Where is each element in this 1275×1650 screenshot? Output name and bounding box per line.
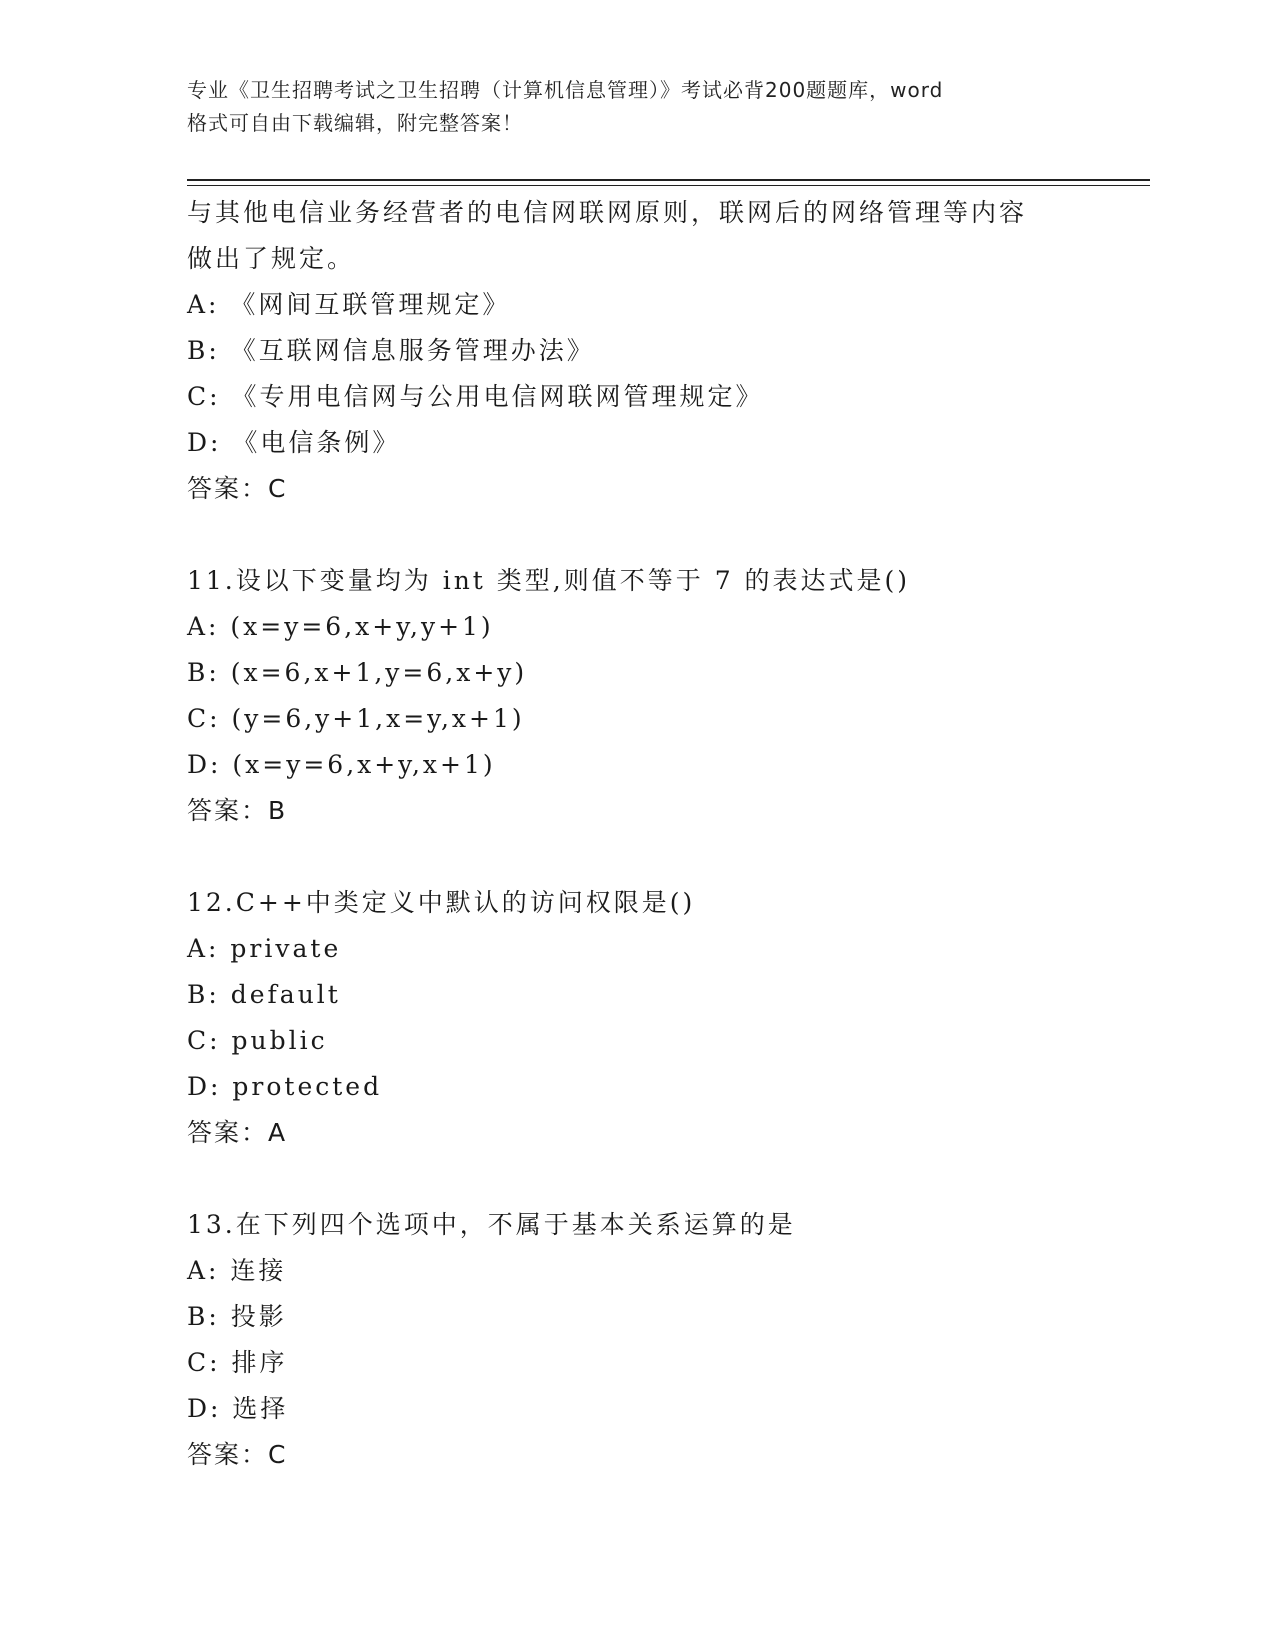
option-d: D: 《电信条例》 xyxy=(187,428,401,457)
question-stem: 12.C++中类定义中默认的访问权限是() xyxy=(187,888,696,917)
option-c: C: 排序 xyxy=(187,1348,288,1377)
option-b: B: default xyxy=(187,980,341,1009)
spacer xyxy=(187,1156,1147,1202)
answer-line: 答案：C xyxy=(187,1440,288,1469)
spacer xyxy=(187,512,1147,558)
option-a: A: 《网间互联管理规定》 xyxy=(187,290,511,319)
option-d: D: protected xyxy=(187,1072,383,1101)
answer-line: 答案：C xyxy=(187,474,288,503)
answer-line: 答案：B xyxy=(187,796,288,825)
header-line-1: 专业《卫生招聘考试之卫生招聘（计算机信息管理）》考试必背200题题库，word xyxy=(187,78,944,102)
option-b: B: (x=6,x+1,y=6,x+y) xyxy=(187,658,528,687)
question-stem: 13.在下列四个选项中，不属于基本关系运算的是 xyxy=(187,1210,796,1239)
question-stem-continued: 与其他电信业务经营者的电信网联网原则，联网后的网络管理等内容 xyxy=(187,198,1028,227)
option-c: C: (y=6,y+1,x=y,x+1) xyxy=(187,704,525,733)
header-line-2: 格式可自由下载编辑，附完整答案！ xyxy=(187,111,523,135)
option-b: B: 投影 xyxy=(187,1302,287,1331)
option-c: C: public xyxy=(187,1026,328,1055)
option-d: D: (x=y=6,x+y,x+1) xyxy=(187,750,496,779)
document-header xyxy=(187,74,1087,140)
question-content xyxy=(187,190,1147,1478)
header-divider-thin xyxy=(187,185,1150,186)
option-d: D: 选择 xyxy=(187,1394,289,1423)
option-a: A: 连接 xyxy=(187,1256,287,1285)
option-c: C: 《专用电信网与公用电信网联网管理规定》 xyxy=(187,382,764,411)
option-a: A: private xyxy=(187,934,342,963)
question-stem-continued: 做出了规定。 xyxy=(187,244,356,273)
header-divider-thick xyxy=(187,179,1150,181)
question-stem: 11.设以下变量均为 int 类型,则值不等于 7 的表达式是() xyxy=(187,566,911,595)
spacer xyxy=(187,834,1147,880)
answer-line: 答案：A xyxy=(187,1118,288,1147)
option-b: B: 《互联网信息服务管理办法》 xyxy=(187,336,595,365)
option-a: A: (x=y=6,x+y,y+1) xyxy=(187,612,494,641)
